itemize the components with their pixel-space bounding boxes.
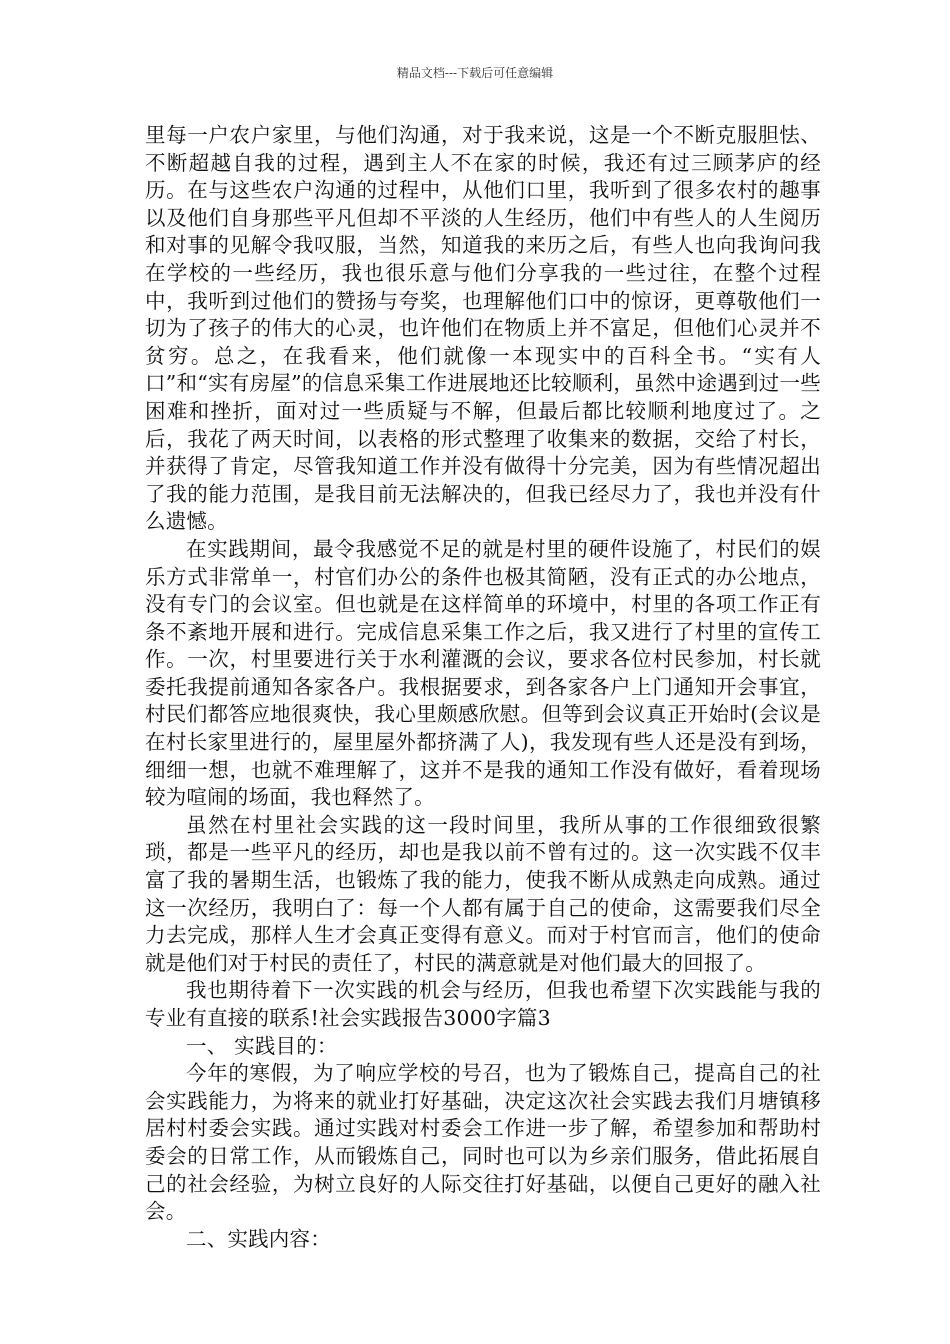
page-header: 精品文档---下载后可任意编辑	[396, 66, 554, 80]
section-heading-purpose: 一、 实践目的：	[186, 1033, 338, 1058]
paragraph-4: 我也期待着下一次实践的机会与经历，但我也希望下次实践能与我的专业有直接的联系!社会实践报告3000字篇3	[145, 978, 821, 1030]
paragraph-2: 在实践期间，最令我感觉不足的就是村里的硬件设施了，村民们的娱乐方式非常单一，村官们办公的条件也极其简陋，没有正式的办公地点，没有专门的会议室。但也就是在这样简单的环境中，村里的各项工作正有条不紊地开展和进行。完成信息采集工作之后，我又进行了村里的宣传工作。一次，村里要进行关于水利灌溉的会议，要求各位村民参加，村长就委托我提前通知各家各户。我根据要求，到各家各户上门通知开会事宜，村民们都答应地很爽快，我心里颇感欣慰。但等到会议真正开始时(会议是在村长家里进行的，屋里屋外都挤满了人)，我发现有些人还是没有到场，细细一想，也就不难理解了，这并不是我的通知工作没有做好，看着现场较为喧闹的场面，我也释然了。	[145, 536, 821, 810]
paragraph-5: 今年的寒假，为了响应学校的号召，也为了锻炼自己，提高自己的社会实践能力，为将来的就业打好基础，决定这次社会实践去我们月塘镇移居村村委会实践。通过实践对村委会工作进一步了解，希望参加和帮助村委会的日常工作，从而锻炼自己，同时也可以为乡亲们服务，借此拓展自己的社会经验，为树立良好的人际交往打好基础，以便自己更好的融入社会。	[145, 1061, 821, 1224]
section-heading-content: 二、实践内容：	[186, 1226, 331, 1251]
document-body	[145, 122, 821, 1253]
paragraph-1: 里每一户农户家里，与他们沟通，对于我来说，这是一个不断克服胆怯、不断超越自我的过程，遇到主人不在家的时候，我还有过三顾茅庐的经历。在与这些农户沟通的过程中，从他们口里，我听到了很多农村的趣事以及他们自身那些平凡但却不平淡的人生经历，他们中有些人的人生阅历和对事的见解令我叹服，当然，知道我的来历之后，有些人也向我询问我在学校的一些经历，我也很乐意与他们分享我的一些过往，在整个过程中，我听到过他们的赞扬与夸奖，也理解他们口中的惊讶，更尊敬他们一切为了孩子的伟大的心灵，也许他们在物质上并不富足，但他们心灵并不贫穷。总之，在我看来，他们就像一本现实中的百科全书。“实有人口”和“实有房屋”的信息采集工作进展地还比较顺利，虽然中途遇到过一些困难和挫折，面对过一些质疑与不解，但最后都比较顺利地度过了。之后，我花了两天时间，以表格的形式整理了收集来的数据，交给了村长，并获得了肯定，尽管我知道工作并没有做得十分完美，因为有些情况超出了我的能力范围，是我目前无法解决的，但我已经尽力了，我也并没有什么遗憾。	[145, 123, 821, 534]
paragraph-3: 虽然在村里社会实践的这一段时间里，我所从事的工作很细致很繁琐，都是一些平凡的经历，却也是我以前不曾有过的。这一次实践不仅丰富了我的暑期生活，也锻炼了我的能力，使我不断从成熟走向成熟。通过这一次经历，我明白了：每一个人都有属于自己的使命，这需要我们尽全力去完成，那样人生才会真正变得有意义。而对于村官而言，他们的使命就是他们对于村民的责任了，村民的满意就是对他们最大的回报了。	[145, 812, 821, 975]
